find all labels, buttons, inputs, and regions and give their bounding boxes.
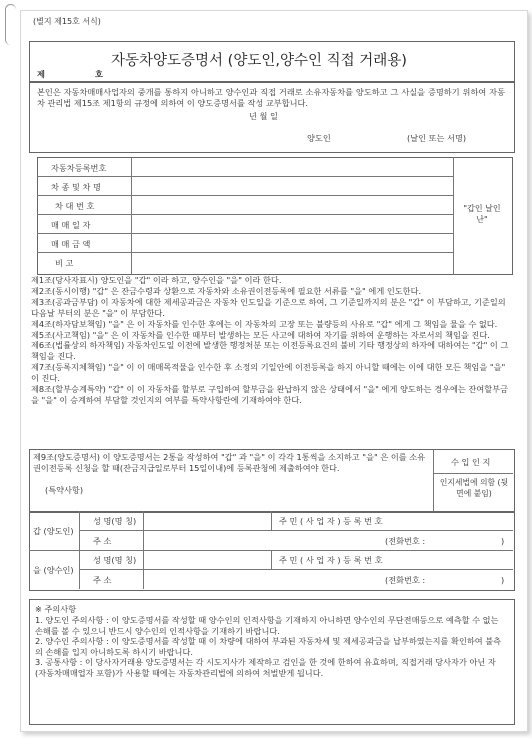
notes-title: ※ 주의사항	[35, 604, 77, 614]
vehicle-row-label: 차 대 번 호	[55, 201, 95, 211]
note-item: 1. 양도인 주의사항 : 이 양도증명서를 작성할 때 양수인의 인적사항을 기재하지 아니하면 양수인의 무단전매등으로 예측할 수 없는 손해를 볼 수 있으니 반드시 양수인의 인적사항을 기재하기 바랍니다.	[35, 615, 499, 636]
stamp-note: 인지세법에 의함 (뒷면에 붙임)	[439, 478, 509, 498]
vehicle-row-label: 자동차등록번호	[51, 163, 107, 173]
vehicle-row-label: 비 고	[55, 258, 74, 268]
party-id-label: 주 민 ( 사 업 자 ) 등 록 번 호	[279, 555, 383, 565]
vehicle-row-label: 차 종 및 차 명	[51, 182, 101, 192]
page-title: 자동차양도증명서 (양도인,양수인 직접 거래용)	[111, 53, 407, 69]
party-role: 을 (양수인)	[33, 565, 74, 575]
sign-label: (날인 또는 서명)	[407, 133, 467, 143]
vehicle-row-label: 매 매 금 액	[51, 239, 91, 249]
vehicle-row-label: 매 매 일 자	[51, 220, 91, 230]
articles	[31, 275, 515, 406]
party-phone-label: (전화번호 :	[385, 536, 426, 546]
article-6: 제6조(법률상의 하자책임) 자동차인도일 이전에 발생한 행정처분 또는 이전등록요건의 불비 기타 행정상의 하자에 대하여는 "갑" 이 그 책임을 진다.	[31, 340, 509, 362]
seal-note: "갑인 날인 난"	[463, 204, 501, 224]
doc-no-label: 제	[37, 69, 45, 79]
notes-list	[35, 615, 505, 679]
party-phone-close: )	[501, 536, 505, 546]
form-id: (별지 제15호 서식)	[33, 17, 101, 26]
party-phone-label: (전화번호 :	[385, 575, 426, 585]
paper-clip-icon	[5, 4, 16, 45]
article-1: 제1조(당사자표시) 양도인을 "갑" 이라 하고, 양수인을 "을" 이라 한다.	[31, 275, 282, 285]
doc-no-suffix: 호	[95, 69, 103, 79]
article-8: 제8조(할부승계특약) "갑" 이 이 자동차를 할부로 구입하여 할부금을 완납하지 않은 상태에서 "을" 에게 양도하는 경우에는 잔여할부금을 "을" 이 승계하여 부담할 것인지의 여부를 특약사항란에 기재하여야 한다.	[31, 384, 508, 405]
seller-label: 양도인	[307, 133, 331, 143]
form-frame	[20, 10, 528, 732]
date-line: 년 월 일	[249, 111, 278, 121]
article-2: 제2조(동시이행) "갑" 은 잔금수령과 상환으로 자동차와 소유권이전등록에 필요한 서류를 "을" 에게 인도한다.	[31, 285, 422, 296]
article-3: 제3조(공과금부담) 이 자동차에 대한 제세공과금은 자동차 인도일을 기준으로 하여, 그 기준일까지의 분은 "갑" 이 부담하고, 기준일의 다음날 부터의 분은 "을" 이 부담한다.	[31, 296, 506, 318]
article-9: 제9조(양도증명서) 이 양도증명서는 2통을 작성하여 "갑" 과 "을" 이 각각 1통씩을 소지하고 "을" 은 이를 소유권이전등록 신청을 할 때(잔금지급일로부터 15일이내)에 등록관청에 제출하여야 한다.	[33, 452, 426, 473]
party-phone-close: )	[501, 575, 505, 585]
stamp-title: 수 입 인 지	[451, 457, 491, 467]
party-name-label: 성 명(명 칭)	[93, 516, 137, 526]
party-address-label: 주 소	[93, 575, 112, 585]
vehicle-table	[37, 157, 513, 275]
article-5: 제5조(사고책임) "을" 은 이 자동차를 인수한 때부터 발생하는 모든 사고에 대하여 자기를 위하여 운행하는 자로서의 책임을 진다.	[31, 329, 490, 340]
intro-text: 본인은 자동차매매사업자의 중개를 통하지 아니하고 양수인과 직접 거래로 소유자동차를 양도하고 그 사실을 증명하기 위하여 자동차 관리법 제15조 제1항의 규정에 의하여 이 양도증명서를 작성 교부합니다.	[37, 87, 505, 108]
article-4: 제4조(하자담보책임) "을" 은 이 자동차를 인수한 후에는 이 자동차의 고장 또는 불량등의 사유로 "갑" 에게 그 책임을 물을 수 없다.	[31, 318, 498, 329]
party-id-label: 주 민 ( 사 업 자 ) 등 록 번 호	[279, 516, 383, 526]
note-item: 3. 공통사항 : 이 당사자거래용 양도증명서는 각 시도지사가 제작하고 검인을 한 것에 한하여 유효하며, 직접거래 당사자가 아닌 자(자동차매매업자 포함)가 사용할 때에는 자동차관리법에 의하여 처벌받게 됩니다.	[35, 657, 496, 678]
party-name-label: 성 명(명 칭)	[93, 555, 137, 565]
party-address-label: 주 소	[93, 536, 112, 546]
party-role: 갑 (양도인)	[33, 526, 74, 536]
article-7: 제7조(등록지체책임) "을" 이 이 매매목적물을 인수한 후 소정의 기일안에 이전등록을 하지 아니할 때에는 이에 대한 모든 책임을 "을" 이 진다.	[31, 362, 506, 384]
special-label: (특약사항)	[45, 485, 84, 495]
note-item: 2. 양수인 주의사항 : 이 양도증명서를 작성할 때 이 차량에 대하여 부과된 자동차세 및 제세공과금을 납부하였는지를 확인하여 불측의 손해를 입지 아니하도록 하시기 바랍니다.	[35, 636, 502, 657]
